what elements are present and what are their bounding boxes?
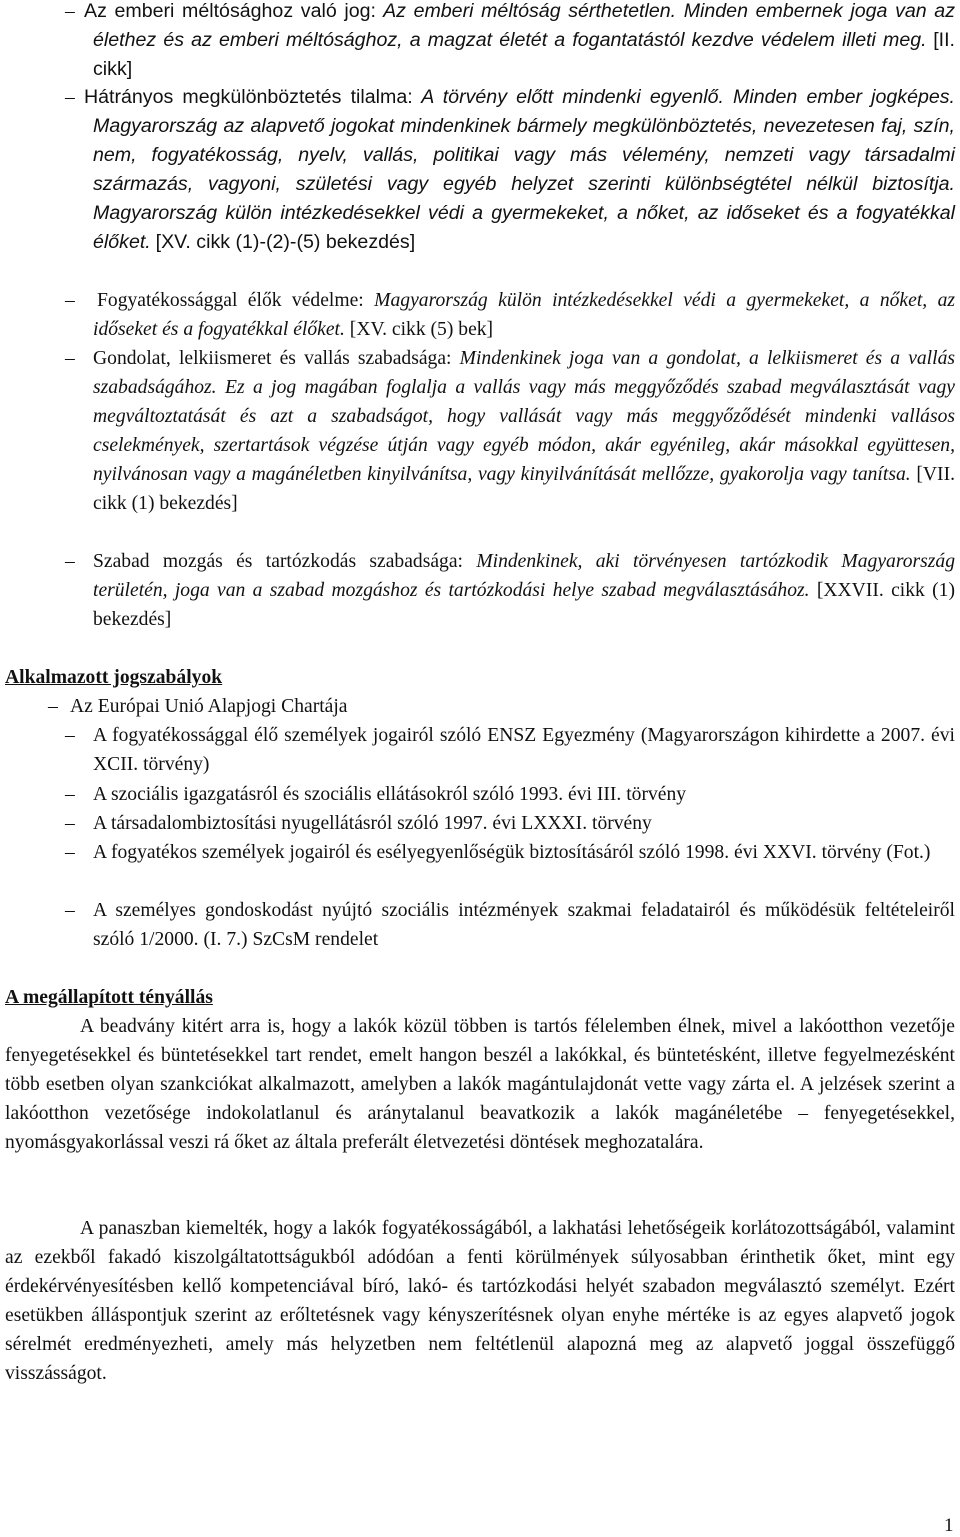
facts-paragraph: A beadvány kitért arra is, hogy a lakók közül többen is tartós félelemben élnek, mivel a lakóotthon vezetője fenyegetésekkel és büntetésekkel tart rendet, emelt hangon beszél a lakókkal, és büntetésként, illetve fegyelmezésként több esetben olyan szankciókat alkalmazott, amelyben a lakók magántulajdonát vette vagy zárta el. A jelzések szerint a lakóotthon vezetősége indokolatlanul és aránytalanul beavatkozik a lakók magánéletébe – fenyegetésekkel, nyomásgyakorlással veszi rá őket az általa preferált életvezetési döntések meghozatalára. — [5, 1016, 955, 1154]
dash-marker: – — [65, 551, 75, 572]
right-ref: [VII. cikk (1) bekezdés] — [93, 464, 955, 515]
dash-marker: – — [65, 842, 75, 863]
page-number: 1 — [944, 1515, 954, 1536]
facts-paragraph: A panaszban kiemelték, hogy a lakók fogyatékosságából, a lakhatási lehetőségeik korlátozottságából, valamint az ezekből fakadó kiszolgáltatottságukból adódóan a fenti körülmények súlyosabban érinthetik őket, mint egy érdekérvényesítésben kellő kompetenciával bíró, lakó- és tartózkodási helyét szabadon megválasztó személyt. Ezért esetükben álláspontjuk szerint az erőltetésnek vagy kényszerítésnek olyan enyhe mértéke is az egyes alapvető jogok sérelmét eredményezheti, amely más helyzetben nem feltétlenül alapozná meg az alapvető joggal összefüggő visszásságot. — [5, 1218, 955, 1385]
right-lead: Gondolat, lelkiismeret és vallás szabadsága: — [93, 348, 452, 369]
dash-marker: – — [48, 696, 58, 717]
right-item-conscience — [65, 344, 955, 519]
facts-heading: A megállapított tényállás — [5, 987, 213, 1008]
right-ref: [II. cikk] — [93, 29, 955, 81]
law-item: – A személyes gondoskodást nyújtó szociális intézmények szakmai feladatairól és működésük feltételeiről szóló 1/2000. (I. 7.) SzCsM rendelet — [93, 896, 955, 954]
dash-marker: – — [65, 900, 75, 921]
right-body: Az emberi méltóság sérthetetlen. Minden embernek joga van az élethez és az emberi méltósághoz, a magzat életét a fogantatástól kezdve védelem illeti meg. — [93, 0, 955, 52]
right-body: Magyarország külön intézkedésekkel védi a gyermekeket, a nőket, az időseket és a fogyatékkal élőket. — [93, 290, 955, 341]
right-ref: [XV. cikk (5) bek] — [349, 319, 494, 341]
dash-marker: – — [65, 784, 75, 805]
right-lead: Hátrányos megkülönböztetés tilalma: — [84, 86, 413, 108]
right-lead: Az emberi méltósághoz való jog: — [84, 0, 376, 22]
dash-marker: – — [65, 1, 75, 22]
dash-marker: – — [65, 87, 75, 108]
dash-marker: – — [65, 348, 75, 369]
right-body: Mindenkinek, aki törvényesen tartózkodik Magyarország területén, joga van a szabad mozgáshoz és tartózkodási helye szabad megválasztásához. — [93, 551, 955, 602]
right-lead: Fogyatékossággal élők védelme: — [97, 290, 364, 311]
right-item-dignity — [65, 0, 955, 84]
law-item: – A fogyatékossággal élő személyek jogairól szóló ENSZ Egyezmény (Magyarországon kihirdette a 2007. évi XCII. törvény) — [93, 721, 955, 779]
law-item: – A fogyatékos személyek jogairól és esélyegyenlőségük biztosításáról szóló 1998. évi XXVI. törvény (Fot.) — [93, 838, 955, 867]
right-item-discrimination — [65, 83, 955, 258]
dash-marker: – — [65, 290, 75, 311]
right-item-movement — [65, 547, 955, 634]
laws-heading: Alkalmazott jogszabályok — [5, 667, 223, 688]
law-item: – A társadalombiztosítási nyugellátásról szóló 1997. évi LXXXI. törvény — [93, 809, 955, 838]
right-body: A törvény előtt mindenki egyenlő. Minden ember jogképes. Magyarország az alapvető jogokat mindenkinek bármely megkülönböztetés, nevezetesen faj, szín, nem, fogyatékosság, nyelv, vallás, politikai vagy más vélemény, nemzeti vagy társadalmi származás, vagyoni, születési vagy egyéb helyzet szerinti különbségtétel nélkül biztosítja. Magyarország külön intézkedésekkel védi a gyermekeket, a nőket, az időseket és a fogyatékkal élőket. — [93, 86, 955, 254]
dash-marker: – — [65, 725, 75, 746]
law-item: – Az Európai Unió Alapjogi Chartája — [70, 692, 955, 721]
right-body: Mindenkinek joga van a gondolat, a lelkiismeret és a vallás szabadságához. Ez a jog magában foglalja a vallás vagy más meggyőződés szabad megválasztását vagy megváltoztatását és azt a szabadságot, hogy vallását vagy más meggyőződését mindenki vallásos cselekmények, szertartások végzése útján vagy egyéb módon, akár egyénileg, akár másokkal együttesen, nyilvánosan vagy a magánéletben kinyilvánítsa, vagy kinyilvánítását mellőzze, gyakorolja vagy tanítsa. — [93, 348, 955, 486]
right-lead: Szabad mozgás és tartózkodás szabadsága: — [93, 551, 463, 572]
right-ref: [XV. cikk (1)-(2)-(5) bekezdés] — [155, 231, 416, 254]
right-ref: [XXVII. cikk (1) bekezdés] — [93, 580, 955, 631]
dash-marker: – — [65, 813, 75, 834]
right-item-disability — [65, 286, 955, 344]
law-item: – A szociális igazgatásról és szociális ellátásokról szóló 1993. évi III. törvény — [93, 780, 955, 809]
